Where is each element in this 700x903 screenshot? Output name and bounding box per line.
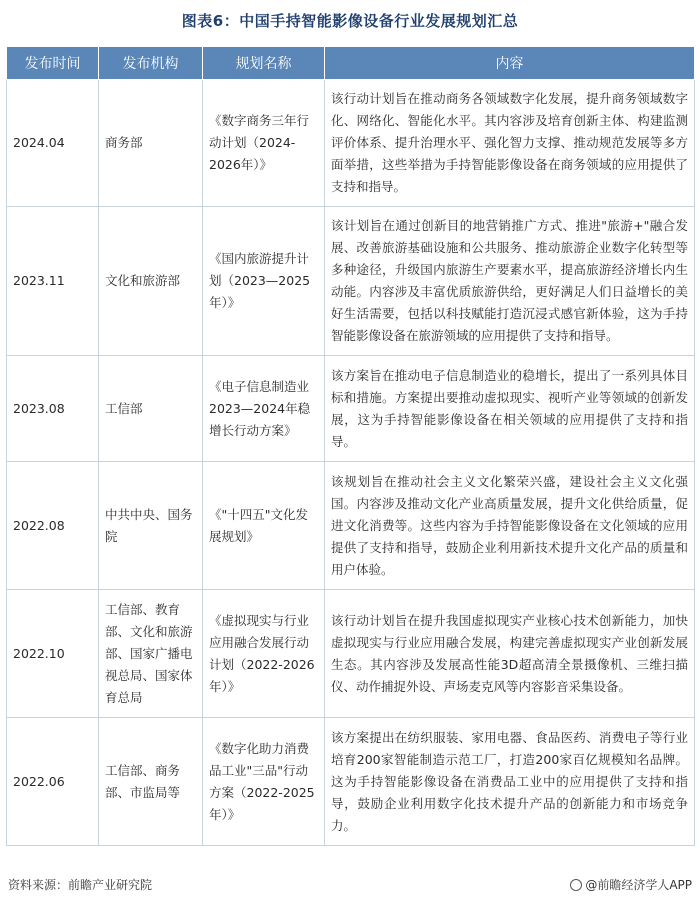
brand-credit — [570, 876, 692, 893]
table-row — [7, 80, 695, 207]
cell-date: 2023.11 — [7, 207, 99, 356]
cell-org: 文化和旅游部 — [99, 207, 203, 356]
brand-logo-icon — [570, 879, 582, 891]
header-org: 发布机构 — [99, 47, 203, 80]
table-row — [7, 207, 695, 356]
cell-content: 该计划旨在通过创新目的地营销推广方式、推进"旅游+"融合发展、改善旅游基础设施和公共服务、推动旅游企业数字化转型等多种途径，升级国内旅游生产要素水平，提高旅游经济增长内生动能。内容涉及丰富优质旅游供给，更好满足人们日益增长的美好生活需要，包括以科技赋能打造沉浸式感官新体验，这为手持智能影像设备在旅游领域的应用提供了支持和指导。 — [325, 207, 695, 356]
cell-date: 2022.10 — [7, 590, 99, 718]
cell-org: 工信部、商务部、市监局等 — [99, 718, 203, 846]
cell-date: 2022.08 — [7, 462, 99, 590]
cell-content: 该方案旨在推动电子信息制造业的稳增长，提出了一系列具体目标和措施。方案提出要推动虚拟现实、视听产业等领域的创新发展，这为手持智能影像设备在相关领域的应用提供了支持和指导。 — [325, 356, 695, 462]
table-header-row — [7, 47, 695, 80]
page-title: 图表6：中国手持智能影像设备行业发展规划汇总 — [181, 12, 519, 30]
header-content: 内容 — [325, 47, 695, 80]
cell-content: 该行动计划旨在推动商务各领域数字化发展，提升商务领域数字化、网络化、智能化水平。其内容涉及培育创新主体、构建监测评价体系、提升治理水平、强化智力支撑、推动规范发展等多方面举措，这些举措为手持智能影像设备在商务领域的应用提供了支持和指导。 — [325, 80, 695, 207]
header-plan: 规划名称 — [203, 47, 325, 80]
cell-plan: 《国内旅游提升计划（2023—2025年）》 — [203, 207, 325, 356]
cell-org: 工信部、教育部、文化和旅游部、国家广播电视总局、国家体育总局 — [99, 590, 203, 718]
brand-credit-text: @前瞻经济学人APP — [585, 878, 692, 892]
table-row — [7, 718, 695, 846]
cell-date: 2022.06 — [7, 718, 99, 846]
table-row — [7, 462, 695, 590]
cell-org: 工信部 — [99, 356, 203, 462]
cell-content: 该方案提出在纺织服装、家用电器、食品医药、消费电子等行业培育200家智能制造示范工厂，打造200家百亿规模知名品牌。这为手持智能影像设备在消费品工业中的应用提供了支持和指导，鼓励企业利用数字化技术提升产品的创新能力和市场竞争力。 — [325, 718, 695, 846]
table-row — [7, 590, 695, 718]
cell-plan: 《虚拟现实与行业应用融合发展行动计划（2022-2026年）》 — [203, 590, 325, 718]
table-row — [7, 356, 695, 462]
cell-org: 中共中央、国务院 — [99, 462, 203, 590]
cell-date: 2024.04 — [7, 80, 99, 207]
cell-org: 商务部 — [99, 80, 203, 207]
cell-plan: 《数字化助力消费品工业"三品"行动方案（2022-2025年）》 — [203, 718, 325, 846]
cell-content: 该规划旨在推动社会主义文化繁荣兴盛，建设社会主义文化强国。内容涉及推动文化产业高质量发展，提升文化供给质量，促进文化消费等。这些内容为手持智能影像设备在文化领域的应用提供了支持和指导，鼓励企业利用新技术提升文化产品的质量和用户体验。 — [325, 462, 695, 590]
cell-plan: 《"十四五"文化发展规划》 — [203, 462, 325, 590]
cell-date: 2023.08 — [7, 356, 99, 462]
cell-plan: 《数字商务三年行动计划（2024-2026年）》 — [203, 80, 325, 207]
policy-table — [6, 46, 695, 846]
cell-content: 该行动计划旨在提升我国虚拟现实产业核心技术创新能力，加快虚拟现实与行业应用融合发展，构建完善虚拟现实产业创新发展生态。其内容涉及发展高性能3D超高清全景摄像机、三维扫描仪、动作捕捉外设、声场麦克风等内容影音采集设备。 — [325, 590, 695, 718]
header-date: 发布时间 — [7, 47, 99, 80]
cell-plan: 《电子信息制造业2023—2024年稳增长行动方案》 — [203, 356, 325, 462]
source-note: 资料来源：前瞻产业研究院 — [8, 878, 153, 892]
